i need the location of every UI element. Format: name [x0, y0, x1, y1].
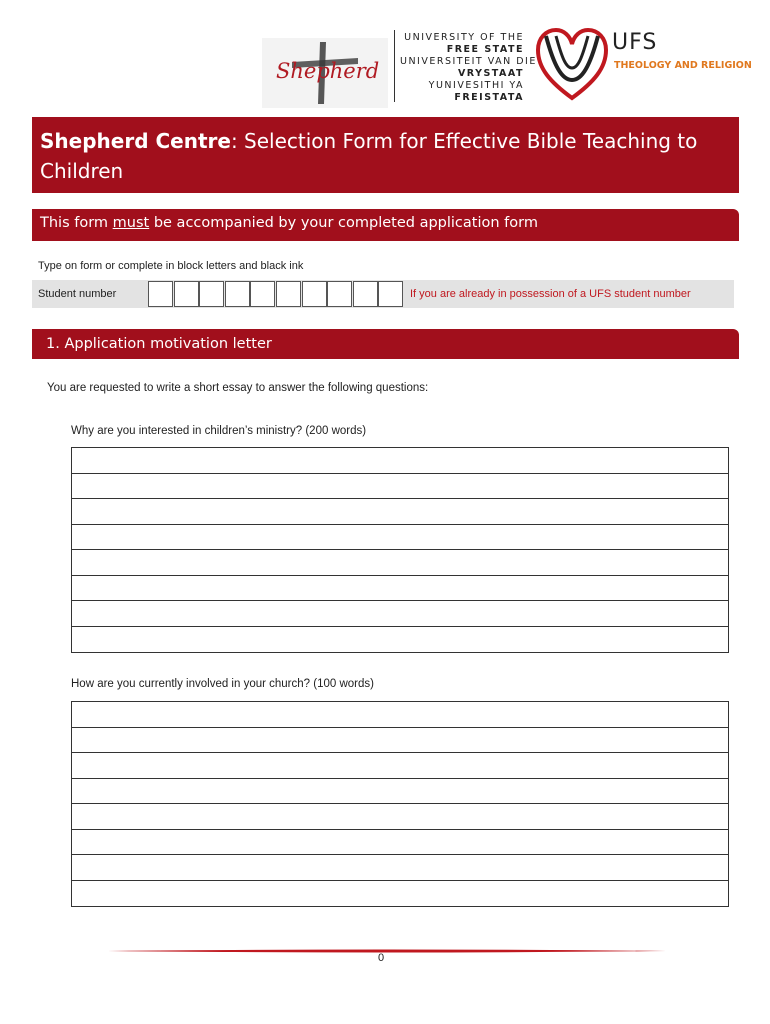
logo-divider — [394, 30, 395, 102]
notice-text — [40, 215, 538, 231]
student-number-digit-cell[interactable] — [250, 281, 275, 307]
student-number-digit-cell[interactable] — [353, 281, 378, 307]
ufs-line-6: FREISTATA — [454, 92, 524, 103]
ufs-line-4: VRYSTAAT — [457, 68, 524, 79]
answer-line[interactable] — [72, 627, 728, 653]
answer-line[interactable] — [72, 855, 728, 881]
answer-line[interactable] — [72, 576, 728, 602]
student-number-label: Student number — [38, 288, 117, 300]
ufs-line-2: FREE STATE — [446, 44, 524, 55]
answer-line[interactable] — [72, 550, 728, 576]
student-number-digit-cell[interactable] — [199, 281, 224, 307]
svg-text:Shepherd: Shepherd — [276, 59, 380, 83]
answer-box-1[interactable] — [71, 447, 729, 653]
page-number: 0 — [378, 952, 385, 964]
notice-after: be accompanied by your completed application form — [149, 215, 538, 231]
form-instructions: Type on form or complete in block letters and black ink — [38, 260, 304, 272]
answer-line[interactable] — [72, 525, 728, 551]
answer-line[interactable] — [72, 601, 728, 627]
student-number-hint: If you are already in possession of a UFS student number — [410, 288, 691, 300]
student-number-digit-cell[interactable] — [302, 281, 327, 307]
ufs-abbreviation: UFS — [612, 30, 658, 55]
shepherd-logo — [262, 38, 388, 108]
question-1: Why are you interested in children’s ministry? (200 words) — [71, 425, 367, 437]
notice-emphasis: must — [112, 215, 150, 231]
footer-rule — [108, 940, 666, 944]
answer-line[interactable] — [72, 753, 728, 779]
answer-box-2[interactable] — [71, 701, 729, 907]
ufs-heart-logo-icon — [532, 26, 612, 102]
student-number-digit-cell[interactable] — [378, 281, 403, 307]
answer-line[interactable] — [72, 499, 728, 525]
ufs-line-1: UNIVERSITY OF THE — [404, 32, 524, 43]
page-title — [40, 126, 730, 186]
title-rest: : Selection Form for Effective Bible Teaching to Children — [40, 129, 698, 183]
question-2: How are you currently involved in your church? (100 words) — [71, 678, 374, 690]
student-number-digit-cell[interactable] — [327, 281, 352, 307]
ufs-wordmark — [400, 32, 537, 104]
answer-line[interactable] — [72, 474, 728, 500]
ufs-department: THEOLOGY AND RELIGION — [614, 60, 752, 71]
section-1-intro: You are requested to write a short essay to answer the following questions: — [47, 382, 429, 394]
notice-before: This form — [40, 215, 113, 231]
ufs-line-3: UNIVERSITEIT VAN DIE — [400, 56, 537, 67]
answer-line[interactable] — [72, 804, 728, 830]
student-number-digit-cell[interactable] — [174, 281, 199, 307]
answer-line[interactable] — [72, 881, 728, 907]
student-number-digit-cell[interactable] — [225, 281, 250, 307]
answer-line[interactable] — [72, 779, 728, 805]
title-bold: Shepherd Centre — [40, 129, 231, 153]
ufs-line-5: YUNIVESITHI YA — [428, 80, 524, 91]
student-number-digit-cell[interactable] — [276, 281, 301, 307]
section-1-heading: 1. Application motivation letter — [46, 336, 272, 352]
student-number-digit-cell[interactable] — [148, 281, 173, 307]
answer-line[interactable] — [72, 702, 728, 728]
answer-line[interactable] — [72, 728, 728, 754]
answer-line[interactable] — [72, 448, 728, 474]
shepherd-logo-graphic — [262, 38, 388, 108]
answer-line[interactable] — [72, 830, 728, 856]
